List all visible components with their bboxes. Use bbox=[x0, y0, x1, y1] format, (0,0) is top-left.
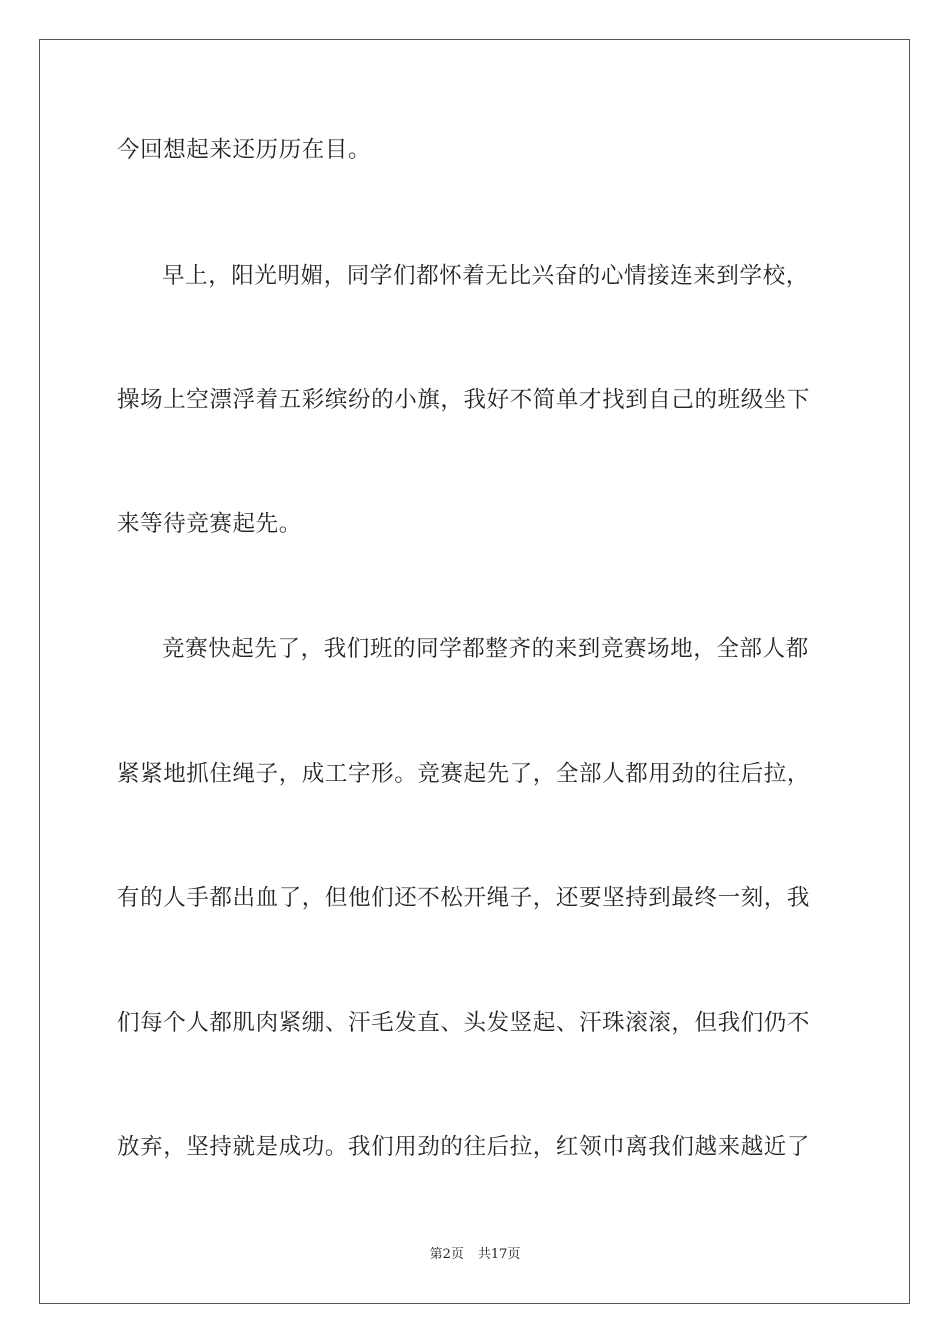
text-line-2: 早上，阳光明媚，同学们都怀着无比兴奋的心情接连来到学校， bbox=[162, 263, 809, 289]
text-line-8: 们每个人都肌肉紧绷、汗毛发直、头发竖起、汗珠滚滚，但我们仍不 bbox=[117, 1010, 811, 1036]
text-line-4: 来等待竞赛起先。 bbox=[117, 511, 302, 537]
text-line-6: 紧紧地抓住绳子，成工字形。竞赛起先了，全部人都用劲的往后拉， bbox=[117, 761, 811, 787]
text-line-1: 今回想起来还历历在目。 bbox=[117, 137, 372, 163]
text-line-3: 操场上空漂浮着五彩缤纷的小旗，我好不简单才找到自己的班级坐下 bbox=[117, 387, 811, 413]
text-line-7: 有的人手都出血了，但他们还不松开绳子，还要坚持到最终一刻，我 bbox=[117, 885, 811, 911]
text-line-9: 放弃，坚持就是成功。我们用劲的往后拉，红领巾离我们越来越近了 bbox=[117, 1134, 811, 1160]
page-border bbox=[39, 39, 910, 1304]
page-total: 共17页 bbox=[477, 1247, 521, 1262]
text-line-5: 竞赛快起先了，我们班的同学都整齐的来到竞赛场地，全部人都 bbox=[162, 636, 809, 662]
page-footer bbox=[0, 1246, 950, 1264]
page-number: 第2页 bbox=[429, 1247, 464, 1262]
